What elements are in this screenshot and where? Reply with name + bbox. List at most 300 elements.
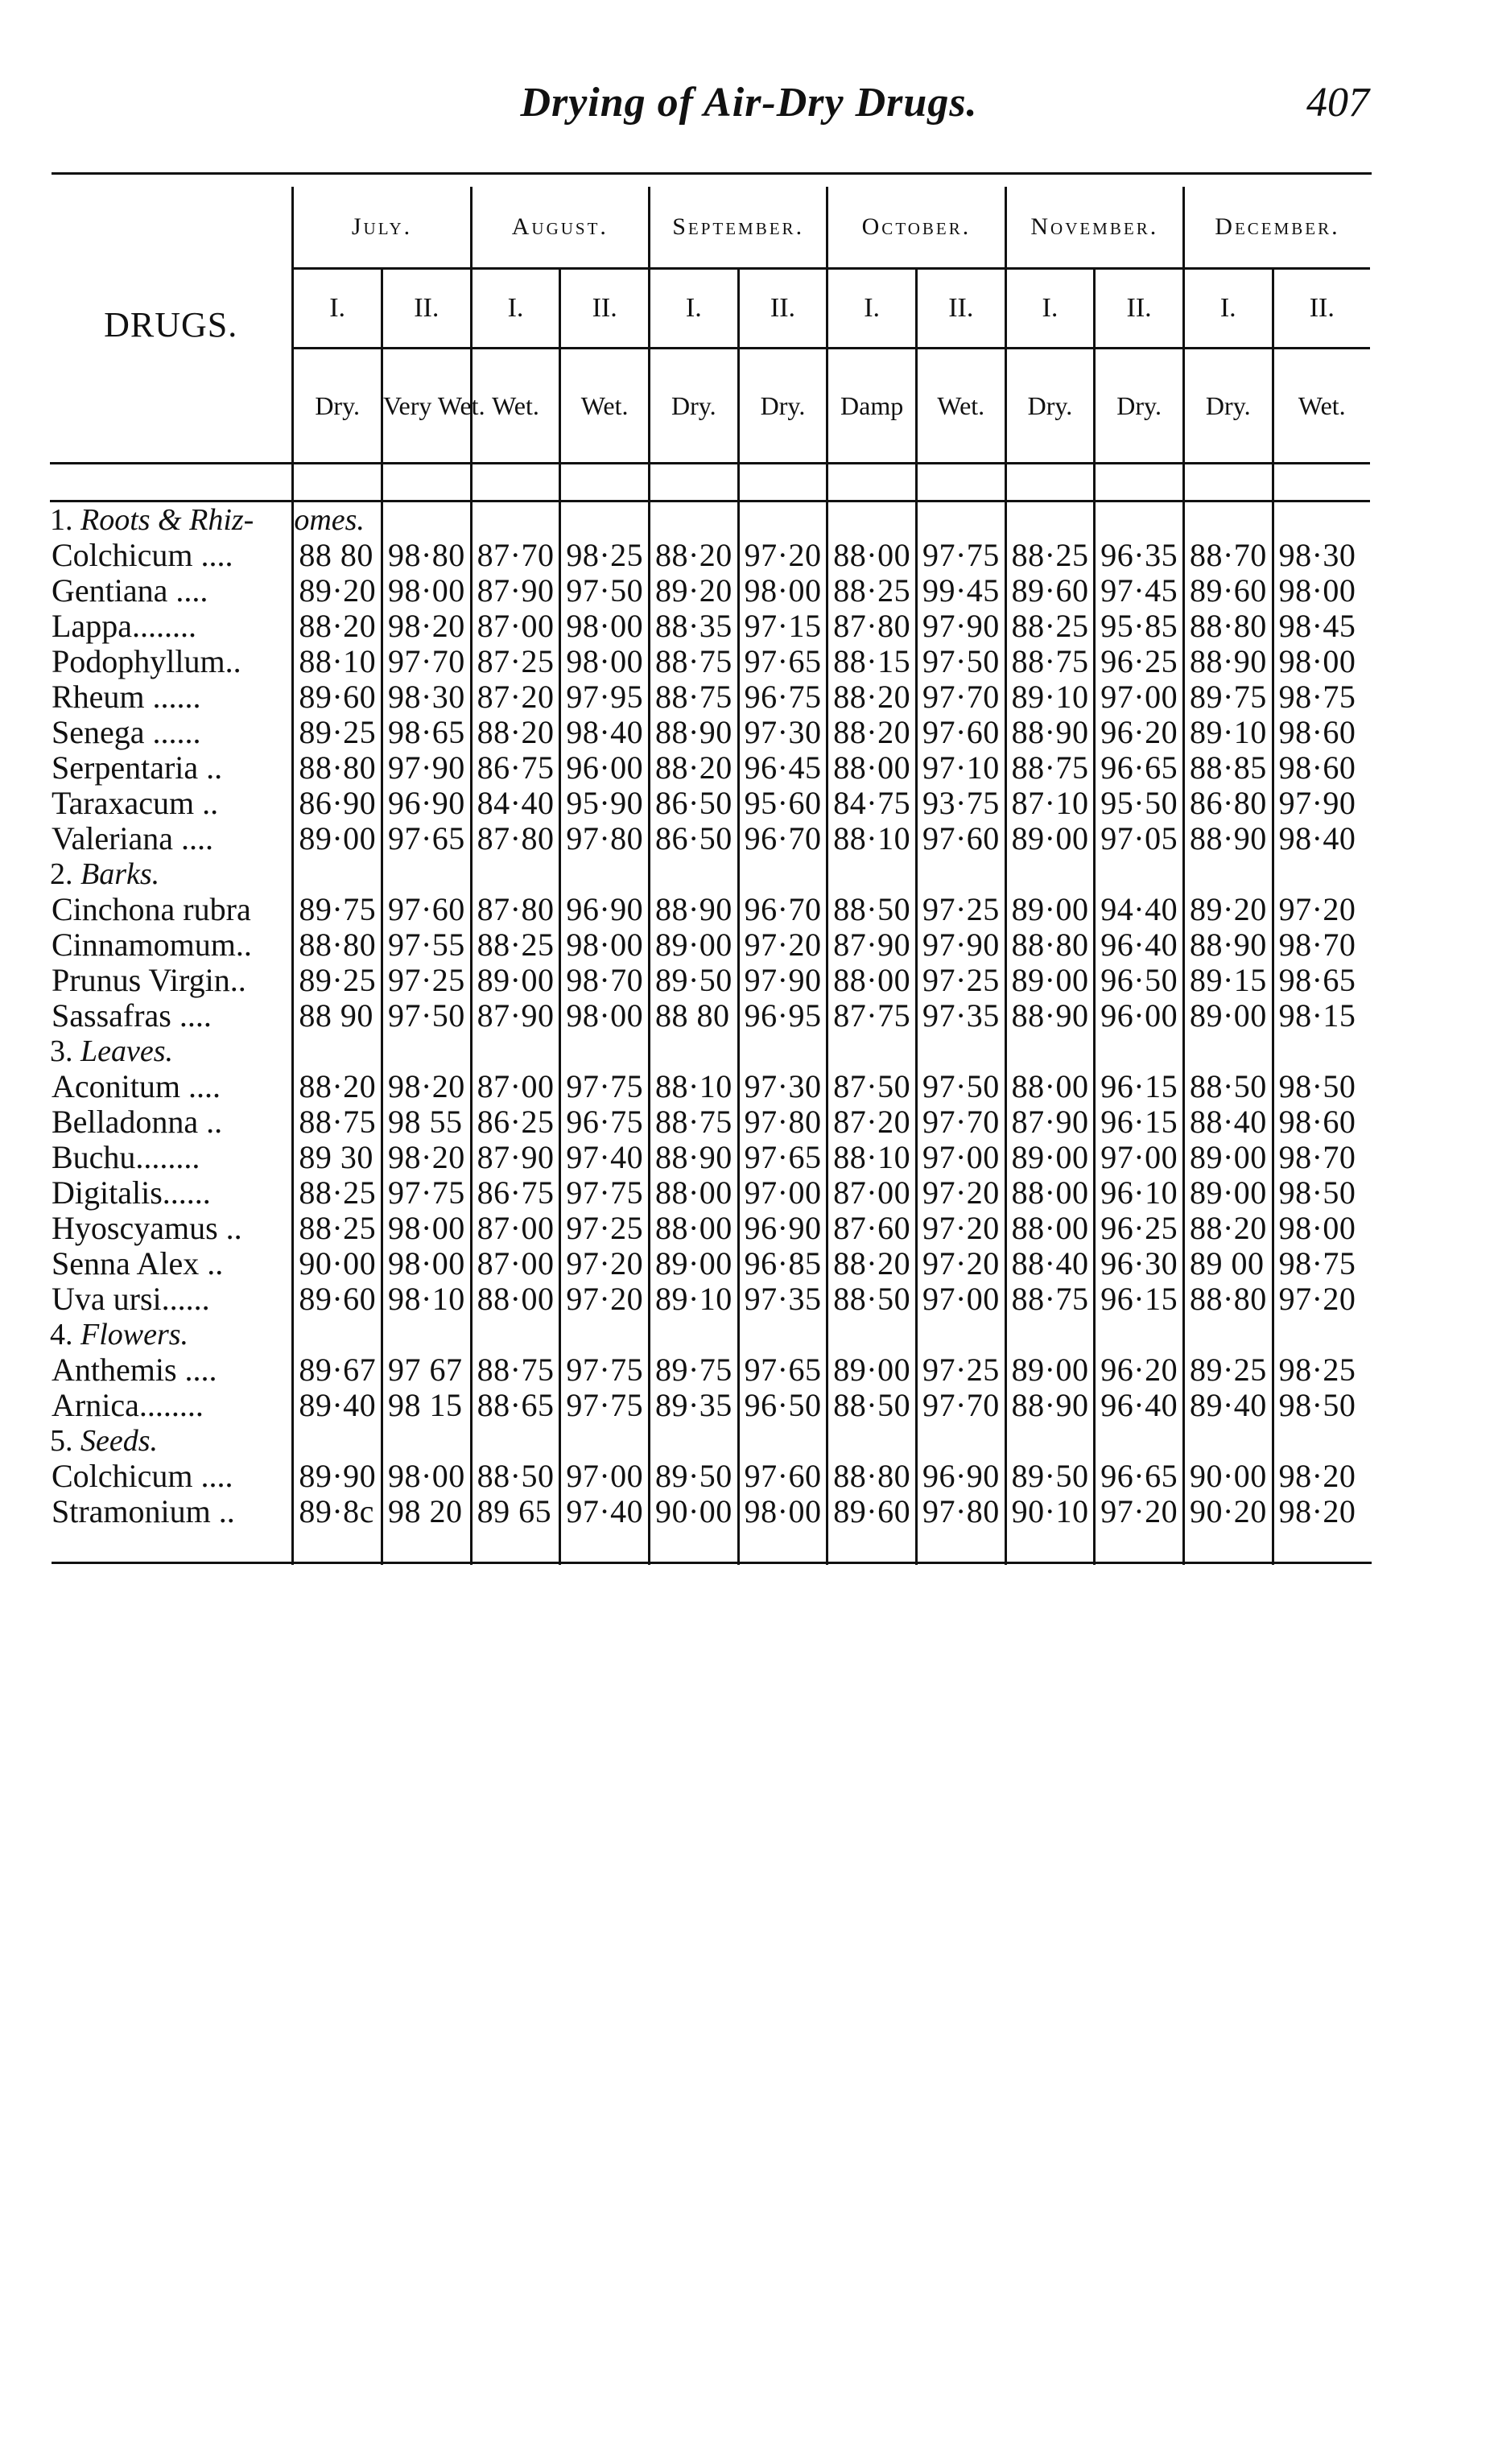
- weight-value: 96·35: [1095, 538, 1184, 573]
- empty-cell: [738, 1317, 827, 1352]
- month-july: July.: [293, 187, 471, 269]
- empty-cell: [649, 856, 738, 892]
- period-heading: II.: [1095, 269, 1184, 349]
- weight-value: 88·75: [649, 1104, 738, 1140]
- weight-value: 90·00: [1183, 1459, 1273, 1494]
- table-row: [50, 609, 1370, 644]
- weight-value: 89·00: [1183, 1175, 1273, 1211]
- empty-cell: [560, 1317, 650, 1352]
- weight-value: 86·75: [471, 1175, 560, 1211]
- empty-cell: [649, 1529, 738, 1565]
- month-november: November.: [1005, 187, 1183, 269]
- weight-value: 97·65: [738, 1352, 827, 1388]
- weight-value: 87·80: [471, 821, 560, 856]
- weight-value: 97·45: [1095, 573, 1184, 609]
- weight-value: 96·15: [1095, 1282, 1184, 1317]
- weight-value: 96·10: [1095, 1175, 1184, 1211]
- weight-value: 98·00: [560, 644, 650, 679]
- weight-value: 88·75: [1005, 750, 1095, 786]
- weight-value: 87·60: [827, 1211, 917, 1246]
- weight-value: 87·90: [471, 1140, 560, 1175]
- weight-value: 96·25: [1095, 644, 1184, 679]
- weight-value: 97·10: [916, 750, 1005, 786]
- section-title: Leaves.: [80, 1034, 174, 1068]
- empty-cell: [1183, 1317, 1273, 1352]
- weight-value: 98·00: [1273, 644, 1370, 679]
- period-heading: I.: [1183, 269, 1273, 349]
- weight-value: 96·65: [1095, 750, 1184, 786]
- weight-value: 96·75: [738, 679, 827, 715]
- weight-value: 88·10: [293, 644, 382, 679]
- weight-value: 97·20: [738, 927, 827, 963]
- weight-value: 97·80: [916, 1494, 1005, 1529]
- weight-value: 88 80: [293, 538, 382, 573]
- weight-value: 89·40: [293, 1388, 382, 1423]
- weight-value: 87·70: [471, 538, 560, 573]
- weight-value: 97·20: [560, 1246, 650, 1282]
- empty-cell: [1095, 856, 1184, 892]
- empty-cell: [649, 501, 738, 539]
- weight-value: 88·90: [1005, 998, 1095, 1034]
- weight-value: 88·80: [1183, 609, 1273, 644]
- weight-value: 98·60: [1273, 715, 1370, 750]
- weight-value: 89·00: [649, 927, 738, 963]
- empty-cell: [827, 501, 917, 539]
- drug-name: Lappa........: [52, 608, 196, 644]
- empty-cell: [916, 1317, 1005, 1352]
- weight-value: 89·50: [649, 1459, 738, 1494]
- weight-value: 97·50: [382, 998, 471, 1034]
- empty-cell: [1005, 1423, 1095, 1459]
- empty-cell: [293, 856, 382, 892]
- section-heading: [50, 856, 293, 892]
- table-row: [50, 1246, 1370, 1282]
- weight-value: 88·25: [1005, 538, 1095, 573]
- section-number: 3.: [50, 1034, 73, 1068]
- empty-cell: [1005, 501, 1095, 539]
- weight-value: 88·90: [649, 715, 738, 750]
- weight-value: 96·00: [1095, 998, 1184, 1034]
- empty-cell: [1183, 1529, 1273, 1565]
- table-row: [50, 1459, 1370, 1494]
- empty-cell: [738, 856, 827, 892]
- weight-value: 88·40: [1005, 1246, 1095, 1282]
- weight-value: 88·20: [649, 750, 738, 786]
- weight-value: 89·35: [649, 1388, 738, 1423]
- weight-value: 97·30: [738, 715, 827, 750]
- empty-cell: [738, 1423, 827, 1459]
- weight-value: 88·10: [827, 1140, 917, 1175]
- table-row: [50, 963, 1370, 998]
- weight-value: 88·25: [471, 927, 560, 963]
- weight-value: 89·25: [1183, 1352, 1273, 1388]
- weight-value: 97·00: [560, 1459, 650, 1494]
- weight-value: 98·00: [1273, 1211, 1370, 1246]
- empty-cell: [916, 856, 1005, 892]
- drug-name: Podophyllum..: [52, 643, 241, 679]
- weight-value: 88·70: [1183, 538, 1273, 573]
- weight-value: 97·60: [916, 715, 1005, 750]
- weight-value: 97·90: [738, 963, 827, 998]
- weight-value: 96·40: [1095, 1388, 1184, 1423]
- empty-cell: [1095, 1034, 1184, 1069]
- empty-cell: [1273, 856, 1370, 892]
- section-title: Barks.: [80, 857, 160, 891]
- section-heading-row: [50, 1034, 1370, 1069]
- drugs-column-heading: DRUGS.: [50, 187, 293, 464]
- empty-cell: [471, 1317, 560, 1352]
- weight-value: 88·25: [293, 1175, 382, 1211]
- drug-name: Rheum ......: [52, 679, 201, 715]
- weight-value: 87·75: [827, 998, 917, 1034]
- drug-name: Senna Alex ..: [52, 1245, 224, 1282]
- weight-value: 98·15: [1273, 998, 1370, 1034]
- table-row: [50, 786, 1370, 821]
- drug-name: Colchicum ....: [52, 537, 233, 573]
- weight-value: 96·00: [560, 750, 650, 786]
- weight-value: 98·60: [1273, 750, 1370, 786]
- weight-value: 97·90: [916, 609, 1005, 644]
- weight-value: 90·20: [1183, 1494, 1273, 1529]
- weight-value: 88·75: [293, 1104, 382, 1140]
- weather-heading: Dry.: [1005, 349, 1095, 464]
- weight-value: 89·60: [1183, 573, 1273, 609]
- weight-value: 88·80: [1005, 927, 1095, 963]
- weight-value: 93·75: [916, 786, 1005, 821]
- weight-value: 98·30: [1273, 538, 1370, 573]
- table-row: [50, 821, 1370, 856]
- weight-value: 89·25: [293, 963, 382, 998]
- drug-name: Anthemis ....: [52, 1352, 217, 1388]
- weather-heading: Dry.: [738, 349, 827, 464]
- empty-cell: [649, 1423, 738, 1459]
- drug-name: Arnica........: [52, 1387, 204, 1423]
- weight-value: 88·20: [827, 715, 917, 750]
- weight-value: 98·00: [382, 1246, 471, 1282]
- table-row: [50, 679, 1370, 715]
- weight-value: 98·50: [1273, 1388, 1370, 1423]
- empty-cell: [293, 1529, 382, 1565]
- weight-value: 88·50: [1183, 1069, 1273, 1104]
- empty-cell: [471, 501, 560, 539]
- page-title: Drying of Air-Dry Drugs.: [520, 80, 978, 126]
- weight-value: 88 90: [293, 998, 382, 1034]
- empty-cell: [1273, 1423, 1370, 1459]
- empty-cell: [382, 856, 471, 892]
- weight-value: 87·80: [827, 609, 917, 644]
- weight-value: 88·90: [1183, 644, 1273, 679]
- weight-value: 98 20: [382, 1494, 471, 1529]
- weather-heading: Wet.: [916, 349, 1005, 464]
- weight-value: 88·25: [1005, 609, 1095, 644]
- weight-value: 89·15: [1183, 963, 1273, 998]
- month-august: August.: [471, 187, 649, 269]
- weight-value: 98·00: [382, 573, 471, 609]
- weight-value: 98·50: [1273, 1069, 1370, 1104]
- drug-name: Sassafras ....: [52, 997, 212, 1034]
- weight-value: 97·70: [382, 644, 471, 679]
- weight-value: 88·80: [1183, 1282, 1273, 1317]
- weight-value: 88·50: [827, 1282, 917, 1317]
- weight-value: 88·00: [649, 1211, 738, 1246]
- weight-value: 98 15: [382, 1388, 471, 1423]
- month-december: December.: [1183, 187, 1370, 269]
- section-title: Seeds.: [80, 1424, 159, 1458]
- weight-value: 87·90: [471, 998, 560, 1034]
- weight-value: 98·75: [1273, 679, 1370, 715]
- weight-value: 88·25: [827, 573, 917, 609]
- weight-value: 87·00: [471, 1211, 560, 1246]
- weight-value: 86·25: [471, 1104, 560, 1140]
- empty-cell: [382, 1034, 471, 1069]
- weather-heading: Dry.: [1095, 349, 1184, 464]
- weight-value: 97·00: [916, 1140, 1005, 1175]
- table-row: [50, 715, 1370, 750]
- bottom-rule: [52, 1562, 1372, 1564]
- weight-value: 88·00: [827, 538, 917, 573]
- weight-value: 97·00: [738, 1175, 827, 1211]
- weight-value: 97·80: [738, 1104, 827, 1140]
- drug-name: Digitalis......: [52, 1174, 211, 1211]
- empty-cell: [827, 1529, 917, 1565]
- table-row: [50, 1494, 1370, 1529]
- weight-value: 99·45: [916, 573, 1005, 609]
- weight-value: 97·75: [560, 1388, 650, 1423]
- section-number: 4.: [50, 1318, 73, 1352]
- weight-value: 89·50: [649, 963, 738, 998]
- drug-name: Valeriana ....: [52, 820, 214, 856]
- empty-cell: [1005, 856, 1095, 892]
- drug-name: Aconitum ....: [52, 1068, 221, 1104]
- weight-value: 87·00: [471, 1246, 560, 1282]
- weight-value: 88·90: [1005, 1388, 1095, 1423]
- weight-value: 89·60: [293, 1282, 382, 1317]
- section-title-continuation: omes.: [293, 501, 382, 539]
- weight-value: 97·95: [560, 679, 650, 715]
- weight-value: 88·80: [827, 1459, 917, 1494]
- section-number: 1.: [50, 503, 73, 537]
- empty-cell: [1095, 1529, 1184, 1565]
- table-row: [50, 750, 1370, 786]
- drug-name: Taraxacum ..: [52, 785, 219, 821]
- weight-value: 97·15: [738, 609, 827, 644]
- period-heading: I.: [471, 269, 560, 349]
- weight-value: 96·45: [738, 750, 827, 786]
- section-title: Roots & Rhiz-: [80, 503, 254, 537]
- empty-cell: [293, 1423, 382, 1459]
- empty-cell: [382, 1317, 471, 1352]
- weight-value: 88·00: [1005, 1069, 1095, 1104]
- drug-name: Hyoscyamus ..: [52, 1210, 242, 1246]
- weight-value: 96·20: [1095, 715, 1184, 750]
- weight-value: 96·40: [1095, 927, 1184, 963]
- table-row: [50, 1104, 1370, 1140]
- weight-value: 97·25: [916, 1352, 1005, 1388]
- weight-value: 89·00: [1005, 1352, 1095, 1388]
- weight-value: 87·25: [471, 644, 560, 679]
- weight-value: 98·00: [560, 998, 650, 1034]
- weight-value: 88·20: [1183, 1211, 1273, 1246]
- weight-value: 89 30: [293, 1140, 382, 1175]
- empty-cell: [471, 1034, 560, 1069]
- weight-value: 87·00: [827, 1175, 917, 1211]
- weight-value: 98·70: [1273, 927, 1370, 963]
- weight-value: 89·10: [1005, 679, 1095, 715]
- section-heading-row: [50, 1423, 1370, 1459]
- drug-name: Cinchona rubra: [52, 891, 251, 927]
- weight-value: 86·80: [1183, 786, 1273, 821]
- period-heading: II.: [382, 269, 471, 349]
- weather-heading: Damp: [827, 349, 917, 464]
- table-row: [50, 1069, 1370, 1104]
- weight-value: 87·90: [471, 573, 560, 609]
- weight-value: 98·65: [1273, 963, 1370, 998]
- weight-value: 89·20: [1183, 892, 1273, 927]
- weight-value: 97·20: [738, 538, 827, 573]
- weight-value: 95·90: [560, 786, 650, 821]
- weight-value: 98·25: [1273, 1352, 1370, 1388]
- empty-cell: [560, 1423, 650, 1459]
- weight-value: 97·30: [738, 1069, 827, 1104]
- section-heading: [50, 1034, 293, 1069]
- empty-cell: [293, 1034, 382, 1069]
- weight-value: 89·00: [471, 963, 560, 998]
- empty-cell: [560, 1529, 650, 1565]
- empty-cell: [560, 501, 650, 539]
- weight-value: 87·20: [471, 679, 560, 715]
- section-heading: [50, 1317, 293, 1352]
- weight-value: 98·70: [560, 963, 650, 998]
- drug-name: Buchu........: [52, 1139, 200, 1175]
- weight-value: 98·30: [382, 679, 471, 715]
- weight-value: 97·20: [560, 1282, 650, 1317]
- weight-value: 98·60: [1273, 1104, 1370, 1140]
- empty-cell: [916, 1034, 1005, 1069]
- weather-heading: Very Wet.: [382, 349, 471, 464]
- weight-value: 96·85: [738, 1246, 827, 1282]
- weight-value: 88·15: [827, 644, 917, 679]
- weight-value: 97·40: [560, 1140, 650, 1175]
- empty-cell: [382, 1423, 471, 1459]
- weight-value: 97·65: [738, 1140, 827, 1175]
- empty-cell: [1095, 501, 1184, 539]
- weight-value: 89·75: [293, 892, 382, 927]
- empty-cell: [1273, 1034, 1370, 1069]
- weight-value: 89·67: [293, 1352, 382, 1388]
- weight-value: 96·50: [1095, 963, 1184, 998]
- weight-value: 96·65: [1095, 1459, 1184, 1494]
- weight-value: 98·50: [1273, 1175, 1370, 1211]
- weight-value: 89·40: [1183, 1388, 1273, 1423]
- weather-heading: Dry.: [1183, 349, 1273, 464]
- weight-value: 96·90: [916, 1459, 1005, 1494]
- drug-name: Belladonna ..: [52, 1104, 223, 1140]
- empty-cell: [827, 1423, 917, 1459]
- empty-cell: [1005, 1034, 1095, 1069]
- weight-value: 87·50: [827, 1069, 917, 1104]
- weight-value: 98·80: [382, 538, 471, 573]
- weight-value: 98·10: [382, 1282, 471, 1317]
- weight-value: 89·10: [649, 1282, 738, 1317]
- section-heading-row: [50, 501, 1370, 539]
- empty-cell: [50, 1529, 293, 1565]
- drug-name: Serpentaria ..: [52, 749, 223, 786]
- empty-cell: [382, 1529, 471, 1565]
- weight-value: 96·90: [382, 786, 471, 821]
- weight-value: 96·25: [1095, 1211, 1184, 1246]
- weight-value: 97·20: [916, 1211, 1005, 1246]
- header-gap: [50, 464, 1370, 501]
- drug-name: Senega ......: [52, 714, 201, 750]
- weight-value: 97·90: [916, 927, 1005, 963]
- drug-name: Gentiana ....: [52, 572, 208, 609]
- weight-value: 88·00: [471, 1282, 560, 1317]
- weight-value: 89·20: [649, 573, 738, 609]
- weight-value: 95·60: [738, 786, 827, 821]
- weight-value: 97 67: [382, 1352, 471, 1388]
- running-head: [0, 79, 1498, 143]
- drug-name: Colchicum ....: [52, 1458, 233, 1494]
- section-heading: [50, 1423, 293, 1459]
- weight-value: 97·50: [560, 573, 650, 609]
- weight-value: 97·20: [1273, 892, 1370, 927]
- weight-value: 96·50: [738, 1388, 827, 1423]
- empty-cell: [738, 1529, 827, 1565]
- weight-value: 97·80: [560, 821, 650, 856]
- weight-value: 97·50: [916, 644, 1005, 679]
- weight-value: 94·40: [1095, 892, 1184, 927]
- weight-value: 88·75: [649, 644, 738, 679]
- weight-value: 86·90: [293, 786, 382, 821]
- weather-heading: Wet.: [560, 349, 650, 464]
- weight-value: 89·75: [649, 1352, 738, 1388]
- weight-value: 97·20: [1273, 1282, 1370, 1317]
- weight-value: 88·50: [827, 892, 917, 927]
- weight-value: 96·90: [560, 892, 650, 927]
- drug-name: Uva ursi......: [52, 1281, 210, 1317]
- weight-value: 97·00: [1095, 679, 1184, 715]
- weight-value: 98 55: [382, 1104, 471, 1140]
- drug-name: Cinnamomum..: [52, 927, 252, 963]
- empty-cell: [649, 1317, 738, 1352]
- empty-cell: [1183, 1034, 1273, 1069]
- table-row: [50, 644, 1370, 679]
- weight-value: 98·00: [560, 609, 650, 644]
- weight-value: 97·50: [916, 1069, 1005, 1104]
- weight-value: 89·00: [293, 821, 382, 856]
- weight-value: 88·75: [1005, 1282, 1095, 1317]
- weight-value: 89·20: [293, 573, 382, 609]
- empty-cell: [293, 1317, 382, 1352]
- weight-value: 88·40: [1183, 1104, 1273, 1140]
- weight-value: 88·20: [827, 1246, 917, 1282]
- weight-value: 88·00: [1005, 1175, 1095, 1211]
- weight-value: 86·50: [649, 786, 738, 821]
- weight-value: 87·00: [471, 1069, 560, 1104]
- weight-value: 98·20: [382, 1140, 471, 1175]
- weight-value: 89·00: [1005, 892, 1095, 927]
- empty-cell: [1095, 1317, 1184, 1352]
- weight-value: 97·90: [382, 750, 471, 786]
- weight-value: 89·25: [293, 715, 382, 750]
- weight-value: 86·50: [649, 821, 738, 856]
- weight-value: 98·40: [560, 715, 650, 750]
- weather-heading: Dry.: [649, 349, 738, 464]
- weight-value: 87·20: [827, 1104, 917, 1140]
- weight-value: 97·00: [916, 1282, 1005, 1317]
- period-heading: II.: [738, 269, 827, 349]
- top-rule: [52, 172, 1372, 175]
